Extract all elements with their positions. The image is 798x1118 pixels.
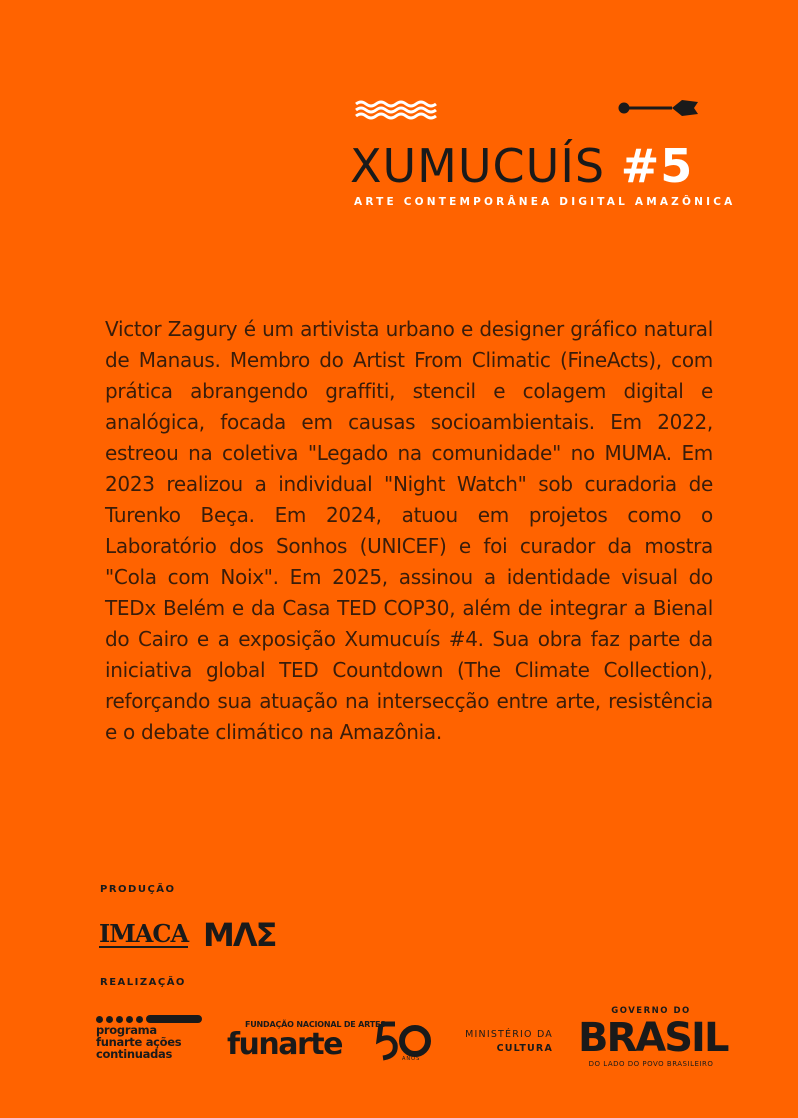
gov-bottom-text: DO LADO DO POVO BRASILEIRO <box>588 1060 714 1068</box>
programa-line-3: continuadas <box>96 1047 173 1061</box>
ministerio-line-2: CULTURA <box>496 1043 553 1054</box>
ministerio-cultura-logo <box>455 1028 553 1056</box>
title-number: #5 <box>620 139 694 193</box>
realizacao-label: REALIZAÇÃO <box>100 977 186 988</box>
governo-brasil-logo <box>578 1006 728 1068</box>
fifty-years-logo <box>375 1020 435 1062</box>
programa-line-2: funarte ações <box>96 1035 182 1049</box>
funarte-small-text: FUNDAÇÃO NACIONAL DE ARTES <box>245 1020 386 1029</box>
bio-paragraph: Victor Zagury é um artivista urbano e designer gráfico natural de Manaus. Membro do Artist From Climatic (FineActs), com prática abrangendo graffiti, stencil e colagem digital e analógica, focada em causas socioambientais. Em 2022, estreou na coletiva "Legado na comunidade" no MUMA. Em 2023 realizou a individual "Night Watch" sob curadoria de Turenko Beça. Em 2024, atuou em projetos como o Laboratório dos Sonhos (UNICEF) e foi curador da mostra "Cola com Noix". Em 2025, assinou a identidade visual do TEDx Belém e da Casa TED COP30, além de integrar a Bienal do Cairo e a exposição Xumucuís #4. Sua obra faz parte da iniciativa global TED Countdown (The Climate Collection), reforçando sua atuação na intersecção entre arte, resistência e o debate climático na Amazônia. <box>105 317 713 744</box>
page-title <box>350 140 693 192</box>
funarte-logo <box>227 1020 386 1061</box>
imaca-logo: IMACA <box>99 919 189 948</box>
fifty-anos-text: ANOS <box>402 1056 421 1062</box>
waves-icon <box>354 100 446 120</box>
mas-logo: MΛΣ <box>203 916 276 954</box>
programa-line-1: programa <box>96 1023 157 1037</box>
paddle-icon <box>618 96 700 120</box>
programa-funarte-logo <box>96 1014 202 1060</box>
gov-brasil-text: BRASIL <box>578 1015 728 1061</box>
producao-label: PRODUÇÃO <box>100 884 176 895</box>
title-name: XUMUCUÍS <box>350 139 606 193</box>
ministerio-line-1: MINISTÉRIO DA <box>465 1029 553 1040</box>
gov-top-text: GOVERNO DO <box>611 1006 691 1016</box>
funarte-big-text: funarte <box>227 1027 342 1062</box>
subtitle: ARTE CONTEMPORÂNEA DIGITAL AMAZÔNICA <box>354 196 736 208</box>
